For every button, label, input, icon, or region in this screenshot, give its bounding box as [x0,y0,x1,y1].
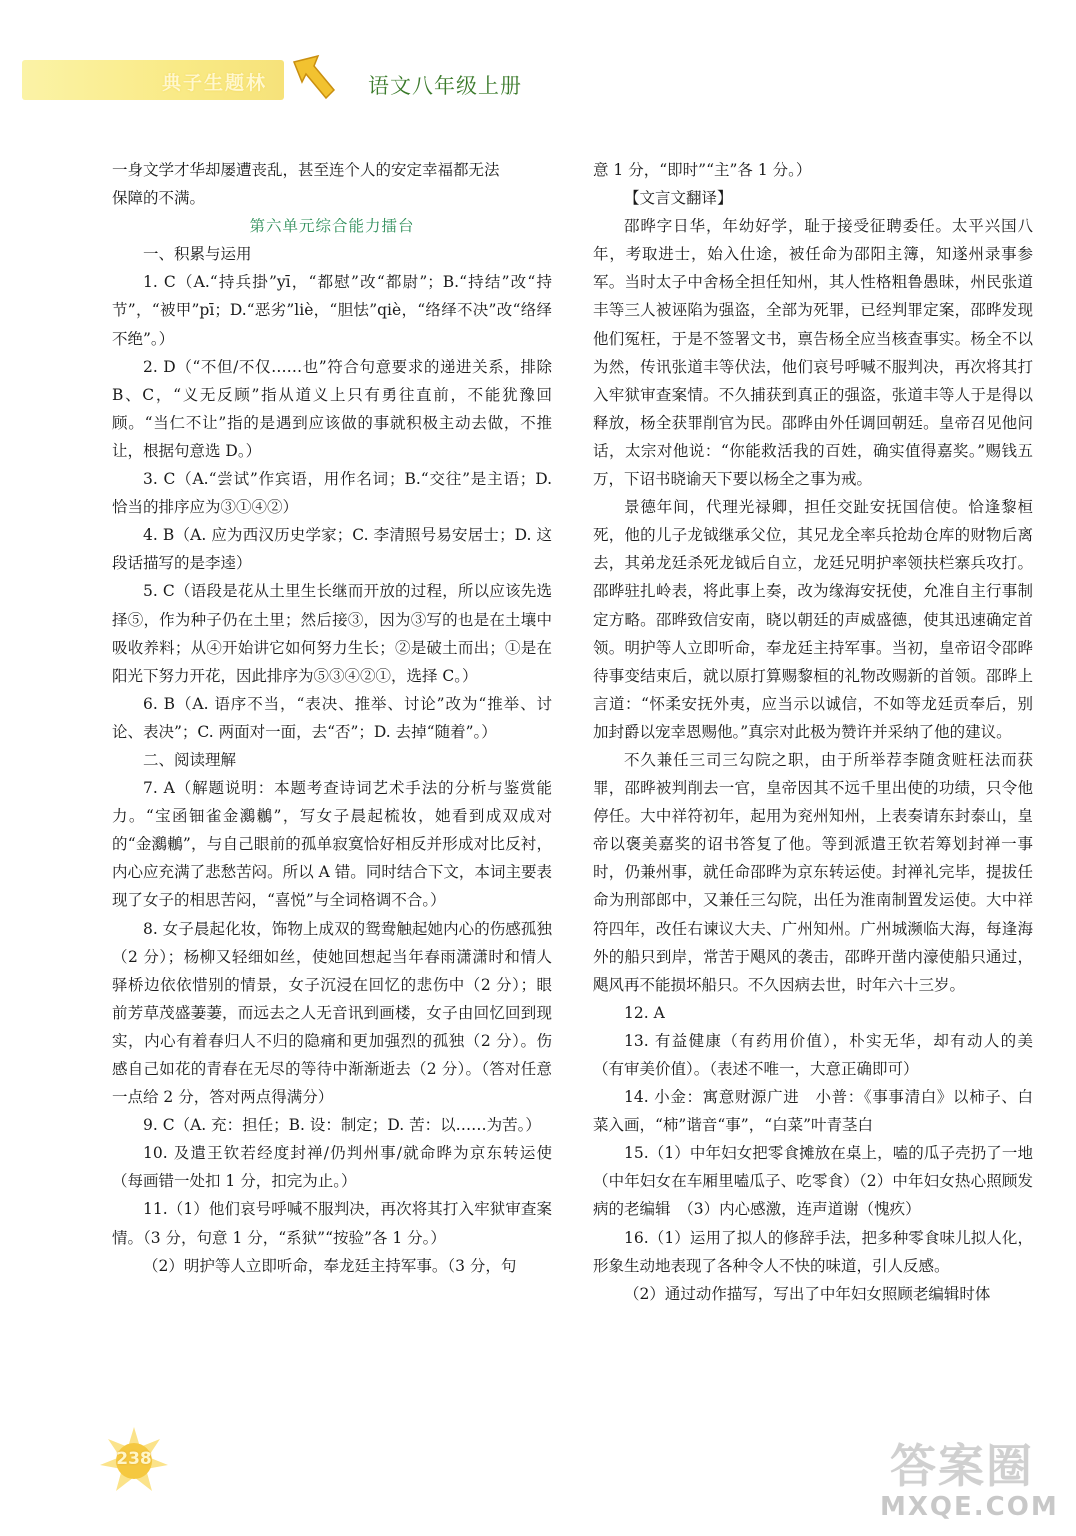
page-number: 238 [116,1449,152,1469]
answer-10: 10. 及遣王钦若经度封禅/仍判州事/就命晔为京东转运使（每画错一处扣 1 分，扣完为止。） [112,1144,552,1191]
watermark-logo: 答案圈 [890,1439,1034,1493]
watermark [880,1430,1070,1530]
book-title: 语文八年级上册 [368,74,522,98]
answer-7: 7. A（解题说明：本题考查诗词艺术手法的分析与鉴赏能力。“宝函钿雀金鸂鶒”，写女子晨起梳妆，她看到成双成对的“金鸂鶒”，与自己眼前的孤单寂寞恰好相反并形成对比反衬，内心应充满了悲愁苦闷。所以 A 错。同时结合下文，本词主要表现了女子的相思苦闷，“喜悦”与全词格调不合。） [112,779,552,910]
right-column [593,156,1033,1308]
left-column [112,156,552,1280]
answer-11-2: （2）明护等人立即听命，奉龙廷主持军事。（3 分，句 [143,1256,517,1275]
part-heading-2: 二、阅读理解 [143,750,237,769]
answer-5: 5. C（语段是花从土里生长继而开放的过程，所以应该先选择⑤，作为种子仍在土里；然后接③，因为③写的也是在土壤中吸收养料；从④开始讲它如何努力生长；②是破土而出；①是在阳光下努力开花，因此排序为⑤③④②①，选择 C。） [112,582,552,685]
answer-14: 14. 小金：寓意财源广进 小普：《事事清白》以柿子、白菜入画，“柿”谐音“事”，“白菜”叶青茎白 [593,1088,1033,1135]
page-number-badge [98,1425,170,1497]
answer-12: 12. A [624,1003,665,1022]
answer-3: 3. C（A.“尝试”作宾语，用作名词；B.“交往”是主语；D. 恰当的排序应为③①④②） [112,470,552,517]
arrow-icon [288,52,340,104]
continuation-line: 一身文学才华却屡遭丧乱，甚至连个人的安定幸福都无法 [112,161,500,179]
answer-6: 6. B（A. 语序不当，“表决、推举、讨论”改为“推举、讨论、表决”；C. 两面对一面，去“否”；D. 去掉“随着”。） [112,694,552,741]
banner-text: 典子生题林 [162,72,268,94]
answer-2: 2. D（“不但/不仅……也”符合句意要求的递进关系，排除 B、C，“义无反顾”指从道义上只有勇往直前，不能犹豫回顾。“当仁不让”指的是遇到应该做的事就积极主动去做，不推让，根据句意选 D。） [112,357,552,460]
answer-8: 8. 女子晨起化妆，饰物上成双的鸳鸯触起她内心的伤感孤独（2 分）；杨柳又轻细如丝，使她回想起当年春雨潇潇时和情人驿桥边依依惜别的情景，女子沉浸在回忆的悲伤中（2 分）；眼前芳草茂盛萋萋，而远去之人无音讯到画楼，女子由回忆回到现实，内心有着春归人不归的隐痛和更加强烈的孤独（2 分）。伤感自己如花的青春在无尽的等待中渐渐逝去（2 分）。（答对任意一点给 2 分，答对两点得满分） [112,919,552,1107]
answer-11-2-cont: 意 1 分，“即时”“主”各 1 分。） [593,161,812,179]
answer-16-1: 16.（1）运用了拟人的修辞手法，把多种零食味儿拟人化，形象生动地表现了各种令人不快的味道，引人反感。 [593,1228,1033,1275]
continuation-line-2: 保障的不满。 [112,189,206,208]
translation-tag: 【文言文翻译】 [624,189,733,208]
answer-15: 15.（1）中年妇女把零食摊放在桌上，嗑的瓜子壳扔了一地（中年妇女在车厢里嗑瓜子、吃零食）（2）中年妇女热心照顾发病的老编辑 （3）内心感激，连声道谢（愧疚） [593,1144,1033,1219]
answer-11-1: 11.（1）他们哀号呼喊不服判决，再次将其打入牢狱审查案情。（3 分，句意 1 分，“系狱”“按验”各 1 分。） [112,1200,552,1247]
watermark-url: MXQE.COM [880,1492,1059,1522]
answer-4: 4. B（A. 应为西汉历史学家；C. 李清照号易安居士；D. 这段话描写的是李逵） [112,526,552,573]
section-title: 第六单元综合能力擂台 [249,217,415,236]
translation-para-3: 不久兼任三司三勾院之职，由于所举荐李随贪赃枉法而获罪，邵晔被判削去一官，皇帝因其不远千里出使的功绩，只令他停任。大中祥符初年，起用为兖州知州，上表奏请东封泰山，皇帝以褒美嘉奖的诏书答复了他。等到派遣王钦若筹划封禅一事时，仍兼州事，就任命邵晔为京东转运使。封禅礼完毕，提拔任命为刑部郎中，又兼任三勾院，出任为淮南制置发运使。大中祥符四年，改任右谏议大夫、广州知州。广州城濒临大海，每逢海外的船只到岸，常苦于飓风的袭击，邵晔开凿内濠使船只通过，飓风再不能损坏船只。不久因病去世，时年六十三岁。 [593,750,1033,994]
answer-16-2: （2）通过动作描写，写出了中年妇女照顾老编辑时体 [624,1284,991,1303]
part-heading-1: 一、积累与运用 [143,245,252,264]
answer-13: 13. 有益健康（有药用价值），朴实无华，却有动人的美（有审美价值）。（表述不唯一，大意正确即可） [593,1031,1033,1078]
header-banner [22,60,284,100]
translation-para-1: 邵晔字日华，年幼好学，耻于接受征聘委任。太平兴国八年，考取进士，始入仕途，被任命为邵阳主簿，知遂州录事参军。当时太子中舍杨全担任知州，其人性格粗鲁愚昧，州民张道丰等三人被诬陷为强盗，全部为死罪，已经判罪定案，邵晔发现他们冤枉，于是不签署文书，禀告杨全应当核查事实。杨全不以为然，传讯张道丰等伏法，他们哀号呼喊不服判决，再次将其打入牢狱审查案情。不久捕获到真正的强盗，张道丰等人于是得以释放，杨全获罪削官为民。邵晔由外任调回朝廷。皇帝召见他问话，太宗对他说：“你能救活我的百姓，确实值得嘉奖。”赐钱五万，下诏书晓谕天下要以杨全之事为戒。 [593,217,1033,489]
translation-para-2: 景德年间，代理光禄卿，担任交趾安抚国信使。恰逢黎桓死，他的儿子龙钺继承父位，其兄龙全率兵抢劫仓库的财物后离去，其弟龙廷杀死龙钺后自立，龙廷兄明护率领扶栏寨兵攻打。邵晔驻扎岭表，将此事上奏，改为缘海安抚使，允准自主行事制定方略。邵晔致信安南，晓以朝廷的声威盛德，使其迅速确定首领。明护等人立即听命，奉龙廷主持军事。当初，皇帝诏令邵晔待事变结束后，就以原打算赐黎桓的礼物改赐新的首领。邵晔上言道：“怀柔安抚外夷，应当示以诚信，不如等龙廷贡奉后，别加封爵以宠幸恩赐他。”真宗对此极为赞许并采纳了他的建议。 [593,498,1033,741]
answer-1: 1. C（A.“持兵掛”yī，“都慰”改“都尉”；B.“持结”改“持节”，“被甲”pī；D.“恶劣”liè，“胆怯”qiè，“络绎不决”改“络绎不绝”。） [112,273,552,348]
answer-9: 9. C（A. 充：担任；B. 设：制定；D. 苦：以……为苦。） [143,1116,541,1135]
